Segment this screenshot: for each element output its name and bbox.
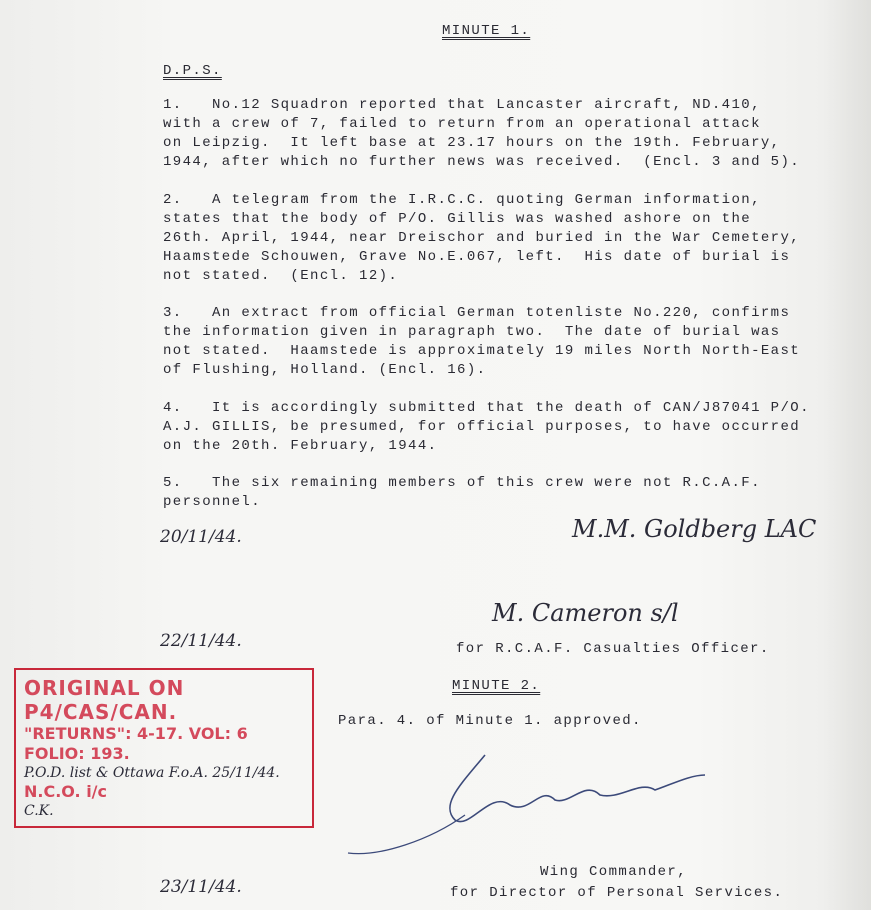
minute-2-date: 23/11/44. [160,877,242,897]
text-line: the information given in paragraph two. The date of burial was [163,324,781,340]
text-line: not stated. Haamstede is approximately 19 miles North North-East [163,343,801,359]
stamp-handwritten-note: P.O.D. list & Ottawa F.o.A. 25/11/44. [24,765,280,781]
text-line: Haamstede Schouwen, Grave No.E.067, left. His date of burial is [163,249,791,265]
wing-commander-signature [340,745,720,860]
text-line: 1. No.12 Squadron reported that Lancaster aircraft, ND.410, [163,97,761,113]
wing-commander-label: Wing Commander, [540,864,688,880]
addressee: D.P.S. [163,63,222,79]
minute-2-title: MINUTE 2. [452,678,541,694]
casualties-officer-line: for R.C.A.F. Casualties Officer. [456,641,770,657]
stamp-line-3: N.C.O. i/c [24,782,107,801]
registry-stamp [14,668,314,828]
page-edge-shadow [823,0,871,910]
goldberg-signature: M.M. Goldberg LAC [572,515,817,543]
text-line: of Flushing, Holland. (Encl. 16). [163,362,487,378]
minute-1-date: 20/11/44. [160,527,242,547]
text-line: 5. The six remaining members of this crew were not R.C.A.F. [163,475,761,491]
text-line: A.J. GILLIS, be presumed, for official purposes, to have occurred [163,419,801,435]
text-line: 2. A telegram from the I.R.C.C. quoting German information, [163,192,761,208]
text-line: 26th. April, 1944, near Dreischor and buried in the War Cemetery, [163,230,801,246]
stamp-line-1: ORIGINAL ON P4/CAS/CAN. [24,676,185,724]
text-line: with a crew of 7, failed to return from an operational attack [163,116,761,132]
text-line: on Leipzig. It left base at 23.17 hours on the 19th. February, [163,135,781,151]
text-line: states that the body of P/O. Gillis was washed ashore on the [163,211,752,227]
minute-2-text: Para. 4. of Minute 1. approved. [338,713,642,729]
cameron-signature: M. Cameron s/l [492,599,679,627]
text-line: 1944, after which no further news was received. (Encl. 3 and 5). [163,154,801,170]
text-line: personnel. [163,494,262,510]
stamp-handwritten-initials: C.K. [24,803,54,819]
text-line: 3. An extract from official German totenliste No.220, confirms [163,305,791,321]
text-line: not stated. (Encl. 12). [163,268,399,284]
text-line: 4. It is accordingly submitted that the death of CAN/J87041 P/O. [163,400,810,416]
casualties-date: 22/11/44. [160,631,242,651]
stamp-line-2: "RETURNS": 4-17. VOL: 6 FOLIO: 193. [24,724,248,763]
text-line: on the 20th. February, 1944. [163,438,438,454]
minute-1-title: MINUTE 1. [442,23,531,39]
director-line: for Director of Personal Services. [450,885,784,901]
